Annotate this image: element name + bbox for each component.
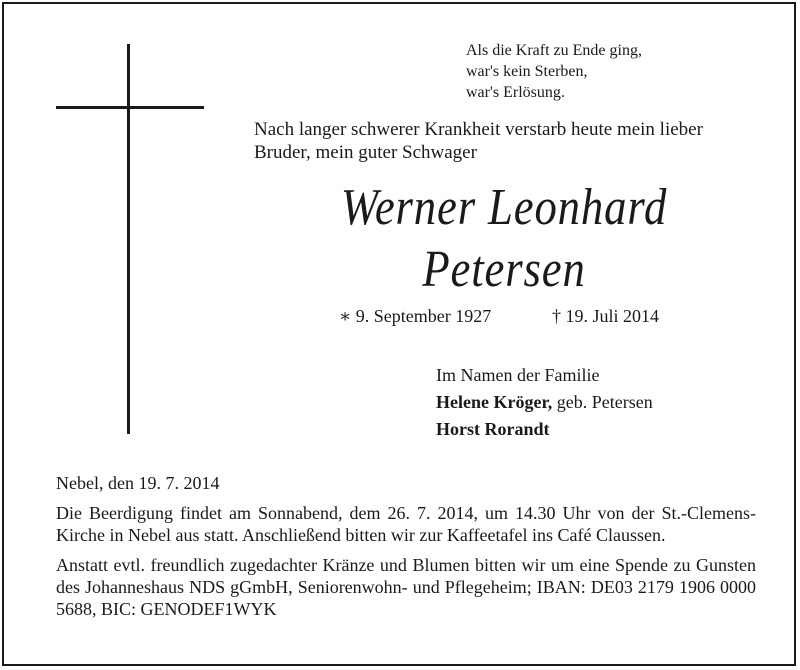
poem-line: war's kein Sterben, [466,63,588,80]
birth-date: ∗ 9. September 1927 [339,306,492,326]
family-member-name: Horst Rorandt [436,419,550,439]
cross-icon-horizontal [56,106,204,109]
family-intro: Im Namen der Familie [436,365,600,385]
intro-line: Nach langer schwerer Krankheit verstarb heute mein lieber [254,119,703,140]
death-date: † 19. Juli 2014 [552,306,660,326]
intro-text [254,118,774,164]
family-member [436,416,653,443]
deceased-name-last: Petersen [422,241,586,298]
family-member-note: geb. Petersen [552,392,653,412]
poem-line: Als die Kraft zu Ende ging, [466,42,642,59]
cross-icon-vertical [127,44,130,434]
footer [56,472,756,620]
place-date: Nebel, den 19. 7. 2014 [56,473,220,493]
family-member [436,389,653,416]
poem-line: war's Erlösung. [466,84,565,101]
intro-line: Bruder, mein guter Schwager [254,142,477,163]
poem [466,40,642,103]
family-signature [436,362,653,443]
obituary-notice [2,2,796,666]
donation-info: Anstatt evtl. freundlich zugedachter Kränze und Blumen bitten wir um eine Spende zu Gunsten des Johanneshaus NDS gGmbH, Seniorenwohn- und Pflegeheim; IBAN: DE03 2179 1906 0000 5688, BIC: GENODEF1WYK [56,555,756,619]
family-member-name: Helene Kröger, [436,392,553,412]
funeral-info: Die Beerdigung findet am Sonnabend, dem 26. 7. 2014, um 14.30 Uhr von der St.-Clemens-Kirche in Nebel aus statt. Anschließend bitten wir zur Kaffeetafel ins Café Claussen. [56,503,756,545]
deceased-name-first: Werner Leonhard [340,179,668,236]
